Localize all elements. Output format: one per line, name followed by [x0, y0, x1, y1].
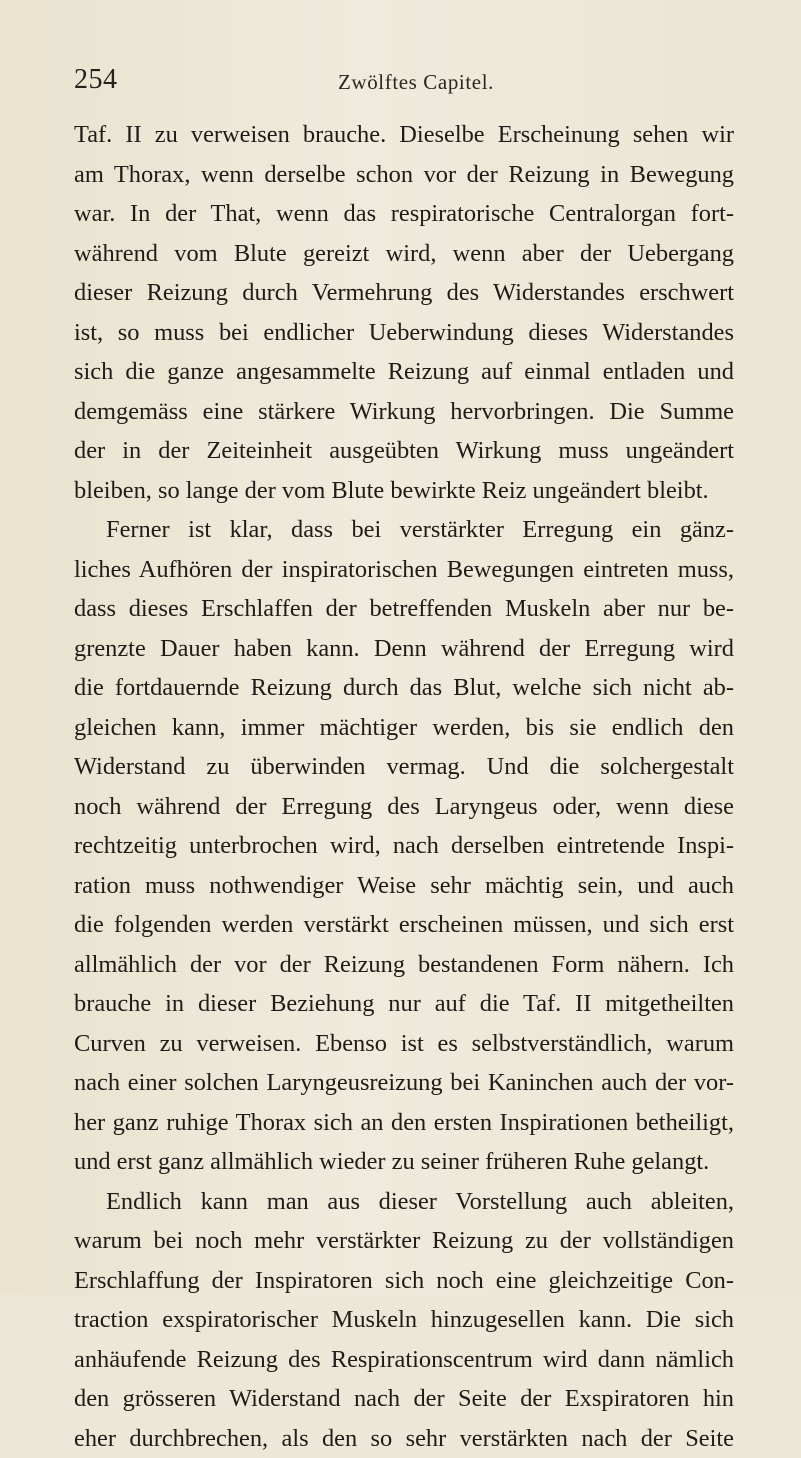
text-line: am Thorax, wenn derselbe schon vor der Reizung in Bewegung — [74, 155, 734, 195]
running-head: Zwölftes Capitel. — [338, 67, 494, 97]
text-line: war. In der That, wenn das respiratorische Centralorgan fort- — [74, 194, 734, 234]
text-line: Taf. II zu verweisen brauche. Dieselbe Erscheinung sehen wir — [74, 115, 734, 155]
text-line: brauche in dieser Beziehung nur auf die Taf. II mitgetheilten — [74, 984, 734, 1024]
text-line: der in der Zeiteinheit ausgeübten Wirkung muss ungeändert — [74, 431, 734, 471]
text-line: sich die ganze angesammelte Reizung auf einmal entladen und — [74, 352, 734, 392]
text-line: bleiben, so lange der vom Blute bewirkte Reiz ungeändert bleibt. — [74, 471, 734, 511]
text-line: dieser Reizung durch Vermehrung des Widerstandes erschwert — [74, 273, 734, 313]
text-line: allmählich der vor der Reizung bestandenen Form nähern. Ich — [74, 945, 734, 985]
text-line: her ganz ruhige Thorax sich an den ersten Inspirationen betheiligt, — [74, 1103, 734, 1143]
text-line: Widerstand zu überwinden vermag. Und die solchergestalt — [74, 747, 734, 787]
text-line: eher durchbrechen, als den so sehr verstärkten nach der Seite — [74, 1419, 734, 1458]
text-line: Curven zu verweisen. Ebenso ist es selbstverständlich, warum — [74, 1024, 734, 1064]
text-line: die fortdauernde Reizung durch das Blut, welche sich nicht ab- — [74, 668, 734, 708]
text-line: demgemäss eine stärkere Wirkung hervorbringen. Die Summe — [74, 392, 734, 432]
text-line: nach einer solchen Laryngeusreizung bei Kaninchen auch der vor- — [74, 1063, 734, 1103]
text-line: warum bei noch mehr verstärkter Reizung zu der vollständigen — [74, 1221, 734, 1261]
text-line: die folgenden werden verstärkt erscheinen müssen, und sich erst — [74, 905, 734, 945]
text-line: grenzte Dauer haben kann. Denn während der Erregung wird — [74, 629, 734, 669]
text-line: ration muss nothwendiger Weise sehr mächtig sein, und auch — [74, 866, 734, 906]
text-line: noch während der Erregung des Laryngeus oder, wenn diese — [74, 787, 734, 827]
text-line: ist, so muss bei endlicher Ueberwindung dieses Widerstandes — [74, 313, 734, 353]
text-line: rechtzeitig unterbrochen wird, nach derselben eintretende Inspi- — [74, 826, 734, 866]
text-line: Erschlaffung der Inspiratoren sich noch eine gleichzeitige Con- — [74, 1261, 734, 1301]
text-line: während vom Blute gereizt wird, wenn aber der Uebergang — [74, 234, 734, 274]
text-line: anhäufende Reizung des Respirationscentrum wird dann nämlich — [74, 1340, 734, 1380]
text-line: dass dieses Erschlaffen der betreffenden Muskeln aber nur be- — [74, 589, 734, 629]
text-line: traction exspiratorischer Muskeln hinzugesellen kann. Die sich — [74, 1300, 734, 1340]
page-header — [74, 62, 734, 102]
text-line: und erst ganz allmählich wieder zu seiner früheren Ruhe gelangt. — [74, 1142, 734, 1182]
text-line: liches Aufhören der inspiratorischen Bewegungen eintreten muss, — [74, 550, 734, 590]
text-line: gleichen kann, immer mächtiger werden, bis sie endlich den — [74, 708, 734, 748]
text-line: Endlich kann man aus dieser Vorstellung auch ableiten, — [74, 1182, 734, 1222]
text-line: den grösseren Widerstand nach der Seite der Exspiratoren hin — [74, 1379, 734, 1419]
text-line: Ferner ist klar, dass bei verstärkter Erregung ein gänz- — [74, 510, 734, 550]
body-text — [74, 115, 734, 1458]
page-number: 254 — [74, 62, 118, 98]
